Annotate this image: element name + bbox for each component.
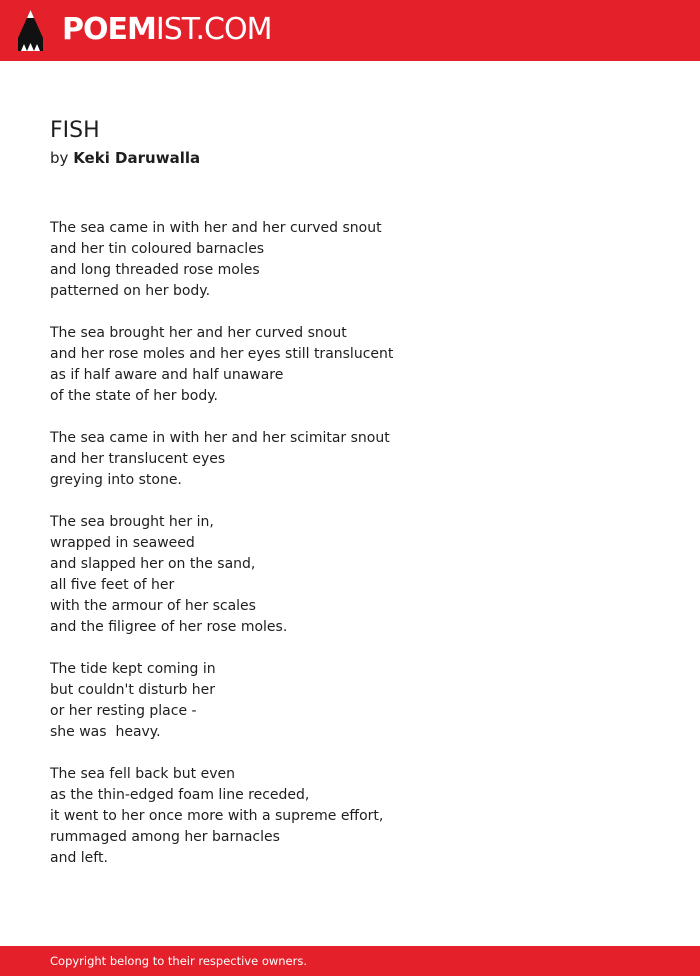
stanza (50, 428, 670, 491)
stanza-break (50, 407, 670, 428)
poem-line: and her tin coloured barnacles (50, 241, 265, 257)
pencil-icon[interactable] (18, 10, 43, 51)
poem-line: of the state of her body. (50, 388, 218, 404)
poem-line: The sea brought her in, (50, 514, 214, 530)
poem-line: greying into stone. (50, 472, 182, 488)
poem-line: The sea fell back but even (50, 766, 236, 782)
poem-line: The tide kept coming in (50, 661, 216, 677)
poem-line: with the armour of her scales (50, 598, 256, 614)
poem-line: and the filigree of her rose moles. (50, 619, 288, 635)
stanza (50, 512, 670, 638)
poem-line: it went to her once more with a supreme effort, (50, 808, 384, 824)
site-header (0, 0, 700, 61)
poem-byline (50, 148, 200, 168)
poem-line: all five feet of her (50, 577, 175, 593)
poem-line: as if half aware and half unaware (50, 367, 284, 383)
stanza-break (50, 491, 670, 512)
poem-author: Keki Daruwalla (73, 149, 201, 167)
site-footer (0, 946, 700, 976)
poem-line: patterned on her body. (50, 283, 211, 299)
logo-text-bold: POEM (62, 12, 156, 47)
poem-line: she was heavy. (50, 724, 161, 740)
poem-line: as the thin-edged foam line receded, (50, 787, 310, 803)
stanza-break (50, 743, 670, 764)
poem-line: and her rose moles and her eyes still translucent (50, 346, 394, 362)
stanza (50, 659, 670, 743)
poem-line: wrapped in seaweed (50, 535, 195, 551)
copyright-notice: Copyright belong to their respective owners. (50, 954, 308, 968)
poem-line: rummaged among her barnacles (50, 829, 280, 845)
stanza (50, 764, 670, 869)
poem-line: and her translucent eyes (50, 451, 226, 467)
poem-line: and long threaded rose moles (50, 262, 260, 278)
poem-line: The sea came in with her and her curved snout (50, 220, 382, 236)
stanza (50, 218, 670, 302)
poem-line: and slapped her on the sand, (50, 556, 256, 572)
stanza (50, 323, 670, 407)
poem-body (50, 218, 670, 869)
stanza-break (50, 302, 670, 323)
poem-title: FISH (50, 118, 100, 143)
poem-line: but couldn't disturb her (50, 682, 216, 698)
poem-line: The sea brought her and her curved snout (50, 325, 347, 341)
poem-line: The sea came in with her and her scimitar snout (50, 430, 390, 446)
poem-line: and left. (50, 850, 108, 866)
site-logo[interactable] (62, 12, 271, 48)
poem-line: or her resting place - (50, 703, 197, 719)
logo-text-light: IST.COM (155, 12, 272, 47)
byline-prefix: by (50, 149, 69, 167)
stanza-break (50, 638, 670, 659)
